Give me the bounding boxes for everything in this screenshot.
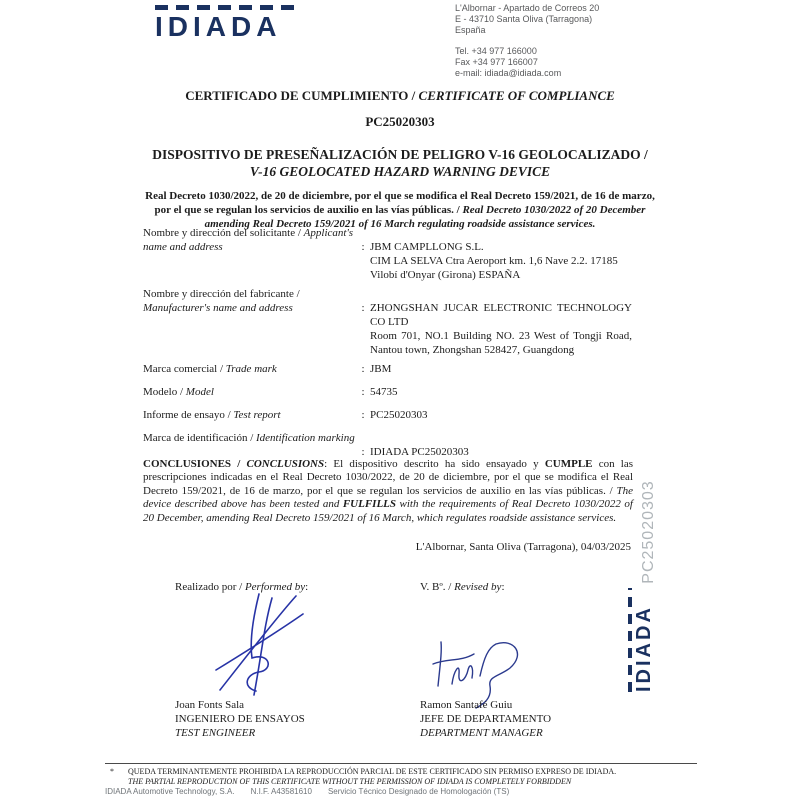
- side-idiada-logo: [628, 582, 654, 692]
- conclusions-heading-es: CONCLUSIONES /: [143, 458, 247, 470]
- conclusions-text-en: with the requirements of Real Decreto 1030/2022 of 20 December, amending Real Decreto 159/2021 of 16 March, which regulates roadside assistance services.: [143, 498, 633, 524]
- field-value: IDIADA PC25020303: [370, 446, 469, 458]
- address-line: E - 43710 Santa Oliva (Tarragona): [455, 14, 593, 24]
- idiada-logo-dashes-icon: [628, 588, 632, 692]
- field-label: [143, 287, 356, 357]
- engineer-name: Joan Fonts Sala: [175, 699, 245, 711]
- revised-by-label: [420, 581, 505, 593]
- field-applicant: [143, 226, 632, 282]
- field-colon: :: [361, 363, 365, 375]
- idiada-logo-text: IDIADA: [155, 11, 282, 42]
- conclusions-text: : El dispositivo descrito ha sido ensayado y: [324, 458, 545, 470]
- asterisk-mark: *: [110, 767, 114, 776]
- applicant-name: JBM CAMPLLONG S.L.: [370, 241, 484, 253]
- label-en: Identification marking: [256, 432, 355, 444]
- performed-signature: [212, 592, 307, 698]
- field-trademark: [143, 362, 632, 376]
- idiada-logo: [155, 5, 301, 41]
- cumple-keyword: CUMPLE: [544, 458, 593, 470]
- certificate-title-es: CERTIFICADO DE CUMPLIMIENTO /: [185, 88, 419, 103]
- conclusions-paragraph: [143, 458, 633, 525]
- field-label: [143, 226, 356, 282]
- field-colon: :: [361, 409, 365, 421]
- footer-divider: [105, 763, 697, 764]
- field-label: [143, 408, 356, 422]
- legal-line-en: THE PARTIAL REPRODUCTION OF THIS CERTIFICATE WITHOUT THE PERMISSION OF IDIADA IS COMPLETELY FORBIDDEN: [128, 776, 572, 786]
- label-es: V. Bº. /: [420, 581, 455, 593]
- footer-legal-note: [110, 767, 670, 786]
- label-en: Model: [185, 386, 214, 398]
- header-contact-block: [455, 3, 599, 79]
- decree-paragraph: [140, 189, 660, 231]
- decree-en: Real Decreto 1030/2022 of 20 December amending Real Decreto 159/2021 of 16 March regulating roadside assistance services.: [204, 204, 646, 230]
- label-en: Manufacturer's name and address: [143, 302, 293, 314]
- label-es: Informe de ensayo /: [143, 409, 234, 421]
- field-value: 54735: [370, 386, 398, 398]
- colon: :: [305, 581, 309, 593]
- field-test-report: [143, 408, 632, 422]
- side-certificate-number-watermark: PC25020303: [640, 480, 657, 584]
- manager-name: Ramon Santafé Guiu: [420, 699, 513, 711]
- technical-service-label: Servicio Técnico Designado de Homologación (TS): [327, 787, 510, 796]
- performed-by-identity: [175, 698, 305, 740]
- field-label: [143, 362, 356, 376]
- colon: :: [501, 581, 505, 593]
- manufacturer-name: ZHONGSHAN JUCAR ELECTRONIC TECHNOLOGY CO LTD: [370, 302, 632, 328]
- field-value: [370, 287, 632, 357]
- label-en: Trade mark: [225, 363, 277, 375]
- field-colon: :: [361, 386, 365, 398]
- manager-role-en: DEPARTMENT MANAGER: [420, 727, 543, 739]
- label-es: Realizado por /: [175, 581, 245, 593]
- field-value: PC25020303: [370, 409, 428, 421]
- fields-table: [143, 226, 632, 464]
- field-colon: :: [361, 446, 365, 458]
- field-label: [143, 385, 356, 399]
- field-value: JBM: [370, 363, 392, 375]
- label-es: Marca de identificación /: [143, 432, 257, 444]
- label-es: Modelo /: [143, 386, 186, 398]
- label-es: Marca comercial /: [143, 363, 226, 375]
- device-title-es: DISPOSITIVO DE PRESEÑALIZACIÓN DE PELIGRO V-16 GEOLOCALIZADO /: [152, 147, 648, 162]
- manufacturer-address: Room 701, NO.1 Building NO. 23 West of Tongji Road, Nantou town, Zhongshan 528427, Guangdong: [370, 330, 632, 356]
- conclusions-text-en: The device described above has been tested and: [143, 484, 633, 511]
- label-en: Test report: [233, 409, 281, 421]
- company-nif: N.I.F. A43581610: [250, 787, 312, 796]
- field-model: [143, 385, 632, 399]
- certificate-title: [85, 88, 715, 104]
- applicant-address: CIM LA SELVA Ctra Aeroport km. 1,6 Nave 2.2. 17185 Vilobí d'Onyar (Girona) ESPAÑA: [370, 255, 618, 281]
- company-name: IDIADA Automotive Technology, S.A.: [105, 787, 235, 796]
- fax-line: Fax +34 977 166007: [455, 57, 538, 67]
- engineer-role-en: TEST ENGINEER: [175, 727, 256, 739]
- legal-line-es: QUEDA TERMINANTEMENTE PROHIBIDA LA REPRODUCCIÓN PARCIAL DE ESTE CERTIFICADO SIN PERMISO EXPRESO DE IDIADA.: [128, 767, 617, 776]
- certificate-title-en: CERTIFICATE OF COMPLIANCE: [418, 88, 615, 103]
- engineer-role-es: INGENIERO DE ENSAYOS: [175, 713, 305, 725]
- label-es: Nombre y dirección del solicitante /: [143, 227, 304, 239]
- address-line: L'Albornar - Apartado de Correos 20: [455, 3, 600, 13]
- place-date-line: L'Albornar, Santa Oliva (Tarragona), 04/03/2025: [415, 541, 631, 553]
- label-en: Applicant's name and address: [143, 227, 354, 253]
- revised-by-identity: [420, 698, 551, 740]
- device-title-en: V-16 GEOLOCATED HAZARD WARNING DEVICE: [249, 164, 551, 179]
- label-en: Revised by: [454, 581, 502, 593]
- device-title: [85, 146, 715, 180]
- conclusions-heading-en: CONCLUSIONS: [246, 458, 325, 470]
- address-line: España: [455, 25, 486, 35]
- label-en: Performed by: [244, 581, 306, 593]
- email-line: e-mail: idiada@idiada.com: [455, 68, 562, 78]
- footer-legal-text: [128, 767, 616, 786]
- label-es: Nombre y dirección del fabricante /: [143, 288, 300, 300]
- field-value: [370, 226, 632, 282]
- idiada-logo-text: IDIADA: [633, 605, 655, 692]
- fulfills-keyword: FULFILLS: [342, 498, 397, 511]
- field-manufacturer: [143, 287, 632, 357]
- title-block: [85, 88, 715, 231]
- idiada-logo-dashes-icon: [155, 5, 301, 10]
- field-identification-marking: [143, 431, 632, 459]
- phone-line: Tel. +34 977 166000: [455, 46, 537, 56]
- conclusions-text: con las prescripciones indicadas en el Real Decreto 1030/2022, de 20 de diciembre, por el que se modifica el Real Decreto 159/2021, de 16 de marzo, por el que se regulan los servicios de auxilio en las vías públicas. /: [143, 458, 634, 497]
- field-colon: :: [361, 241, 365, 253]
- manager-role-es: JEFE DE DEPARTAMENTO: [420, 713, 552, 725]
- certificate-number: PC25020303: [365, 114, 435, 129]
- field-colon: :: [361, 302, 365, 314]
- field-label: [143, 431, 356, 459]
- footer-company-line: [105, 787, 509, 796]
- spacer: [455, 36, 599, 46]
- decree-es: Real Decreto 1030/2022, de 20 de diciembre, por el que se modifica el Real Decreto 159/2021, de 16 de marzo, por el que se regulan los servicios de auxilio en las vías públicas. /: [145, 190, 655, 216]
